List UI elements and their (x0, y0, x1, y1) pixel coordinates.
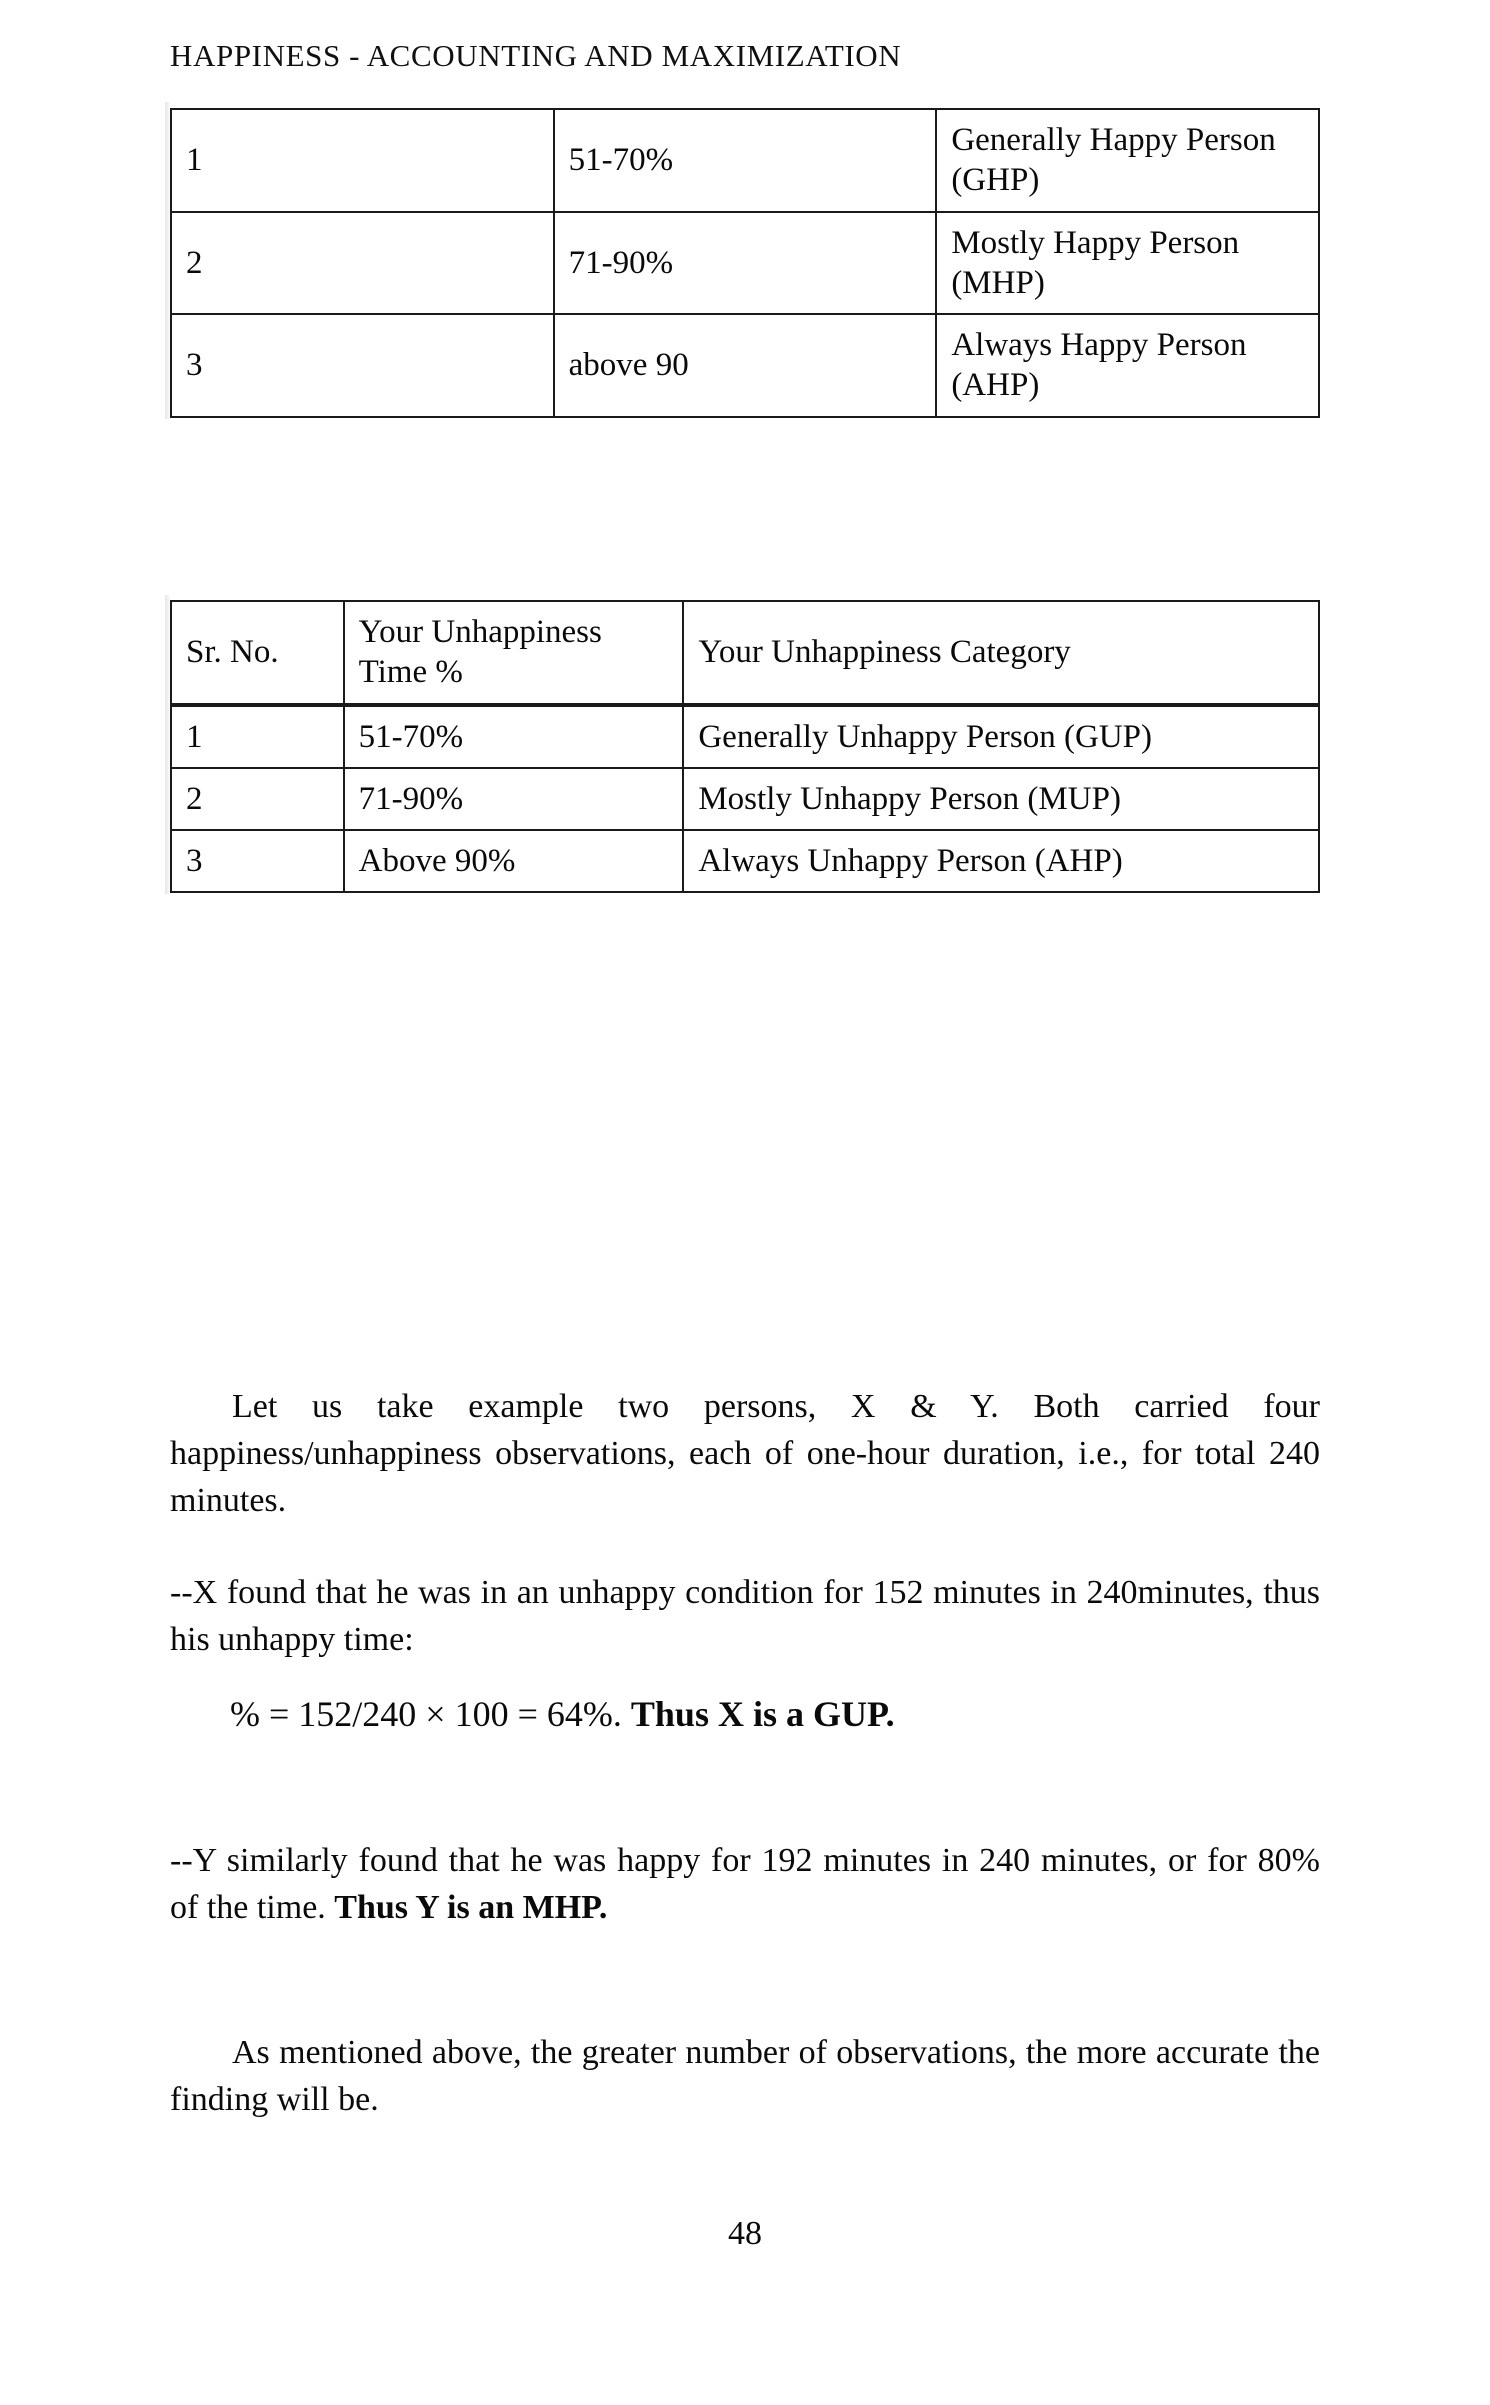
cell-category: Generally Happy Person (GHP) (936, 109, 1319, 212)
cell-category: Mostly Unhappy Person (MUP) (683, 768, 1319, 830)
paragraph-person-x (170, 1570, 1320, 1664)
cell-range: 51-70% (554, 109, 937, 212)
paragraph-person-y-text: --Y similarly found that he was happy for 192 minutes in 240 minutes, or for 80% of the time. (170, 1842, 1320, 1926)
formula-expression: % = 152/240 × 100 = 64%. (230, 1694, 622, 1734)
table-row (171, 109, 1319, 212)
table-row (171, 212, 1319, 315)
happiness-category-table (170, 108, 1320, 418)
cell-range: 71-90% (554, 212, 937, 315)
unhappiness-category-table (170, 600, 1320, 893)
cell-range: Above 90% (344, 830, 684, 892)
header-sr: Sr. No. (171, 601, 344, 704)
table-row (171, 830, 1319, 892)
header-range: Your Unhappiness Time % (344, 601, 684, 704)
header-category: Your Unhappiness Category (683, 601, 1319, 704)
paragraph-person-x-text: --X found that he was in an unhappy condition for 152 minutes in 240minutes, thus his unhappy time: (170, 1574, 1320, 1658)
formula-line (230, 1690, 1320, 1739)
cell-sr: 2 (171, 768, 344, 830)
cell-category: Generally Unhappy Person (GUP) (683, 706, 1319, 768)
cell-sr: 1 (171, 109, 554, 212)
paragraph-person-y (170, 1838, 1320, 1932)
cell-range: above 90 (554, 314, 937, 417)
cell-sr: 1 (171, 706, 344, 768)
running-header: HAPPINESS - ACCOUNTING AND MAXIMIZATION (170, 38, 902, 73)
cell-category: Always Unhappy Person (AHP) (683, 830, 1319, 892)
table-row (171, 768, 1319, 830)
paragraph-note-text: As mentioned above, the greater number of observations, the more accurate the finding will be. (170, 2034, 1320, 2118)
cell-range: 51-70% (344, 706, 684, 768)
paragraph-example (170, 1384, 1320, 1525)
cell-sr: 3 (171, 314, 554, 417)
table-row (171, 314, 1319, 417)
table-row (171, 706, 1319, 768)
paragraph-example-text: Let us take example two persons, X & Y. Both carried four happiness/unhappiness observations, each of one-hour duration, i.e., for total 240 minutes. (170, 1388, 1320, 1519)
table-header-row (171, 601, 1319, 704)
page-number: 48 (728, 2215, 762, 2252)
paragraph-person-y-conclusion: Thus Y is an MHP. (334, 1888, 608, 1926)
paragraph-note (170, 2030, 1320, 2124)
cell-category: Always Happy Person (AHP) (936, 314, 1319, 417)
cell-category: Mostly Happy Person (MHP) (936, 212, 1319, 315)
cell-range: 71-90% (344, 768, 684, 830)
cell-sr: 2 (171, 212, 554, 315)
formula-conclusion: Thus X is a GUP. (630, 1694, 895, 1734)
cell-sr: 3 (171, 830, 344, 892)
